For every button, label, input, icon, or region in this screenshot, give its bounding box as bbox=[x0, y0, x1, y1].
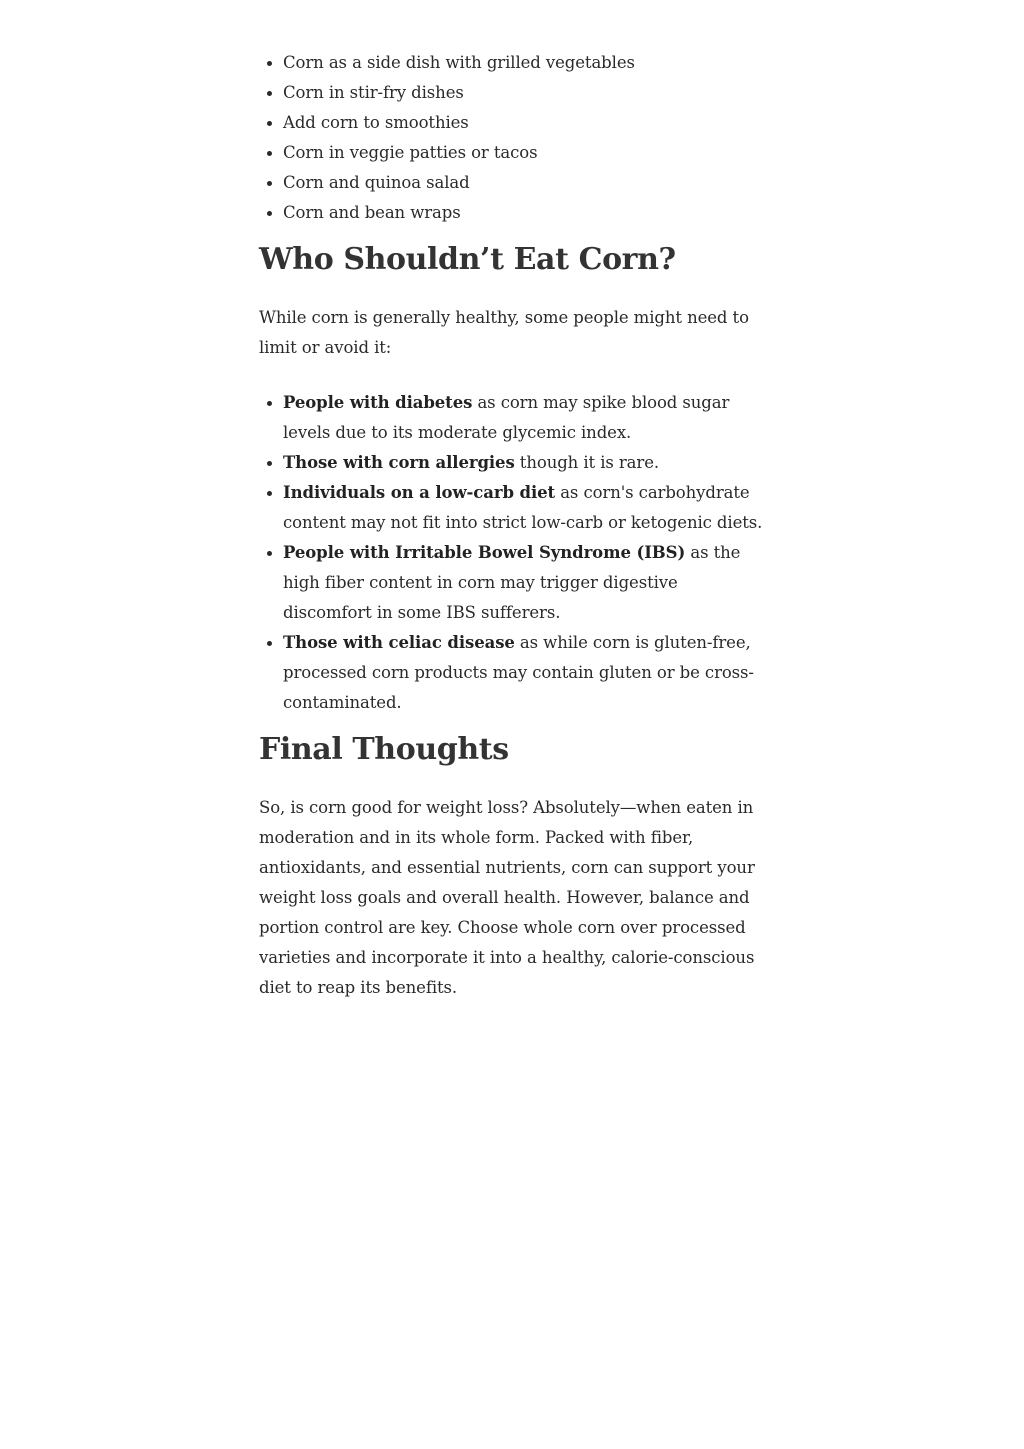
list-item-bold-label: People with Irritable Bowel Syndrome (IBS) bbox=[283, 543, 686, 562]
list-item-text: as while corn is gluten-free, processed corn products may contain gluten or be cross-contaminated. bbox=[283, 633, 754, 712]
list-item-bold-label: Those with corn allergies bbox=[283, 453, 515, 472]
list-item-text: though it is rare. bbox=[514, 453, 660, 472]
list-item bbox=[283, 538, 769, 628]
article-body bbox=[259, 48, 769, 1003]
final-thoughts-paragraph: So, is corn good for weight loss? Absolutely—when eaten in moderation and in its whole form. Packed with fiber, antioxidants, and essential nutrients, corn can support your weight loss goals and overall health. However, balance and portion control are key. Choose whole corn over processed varieties and incorporate it into a healthy, calorie-conscious diet to reap its benefits. bbox=[259, 798, 755, 997]
list-item-text: as corn's carbohydrate content may not fit into strict low-carb or ketogenic diets. bbox=[283, 483, 763, 532]
list-item-text: as the high fiber content in corn may trigger digestive discomfort in some IBS sufferers. bbox=[283, 543, 741, 622]
list-item-bold-label: People with diabetes bbox=[283, 393, 473, 412]
list-item bbox=[283, 478, 769, 538]
list-item: Corn and quinoa salad bbox=[283, 168, 769, 198]
list-item-text: as corn may spike blood sugar levels due to its moderate glycemic index. bbox=[283, 393, 730, 442]
list-item: Corn as a side dish with grilled vegetables bbox=[283, 48, 769, 78]
list-item: Corn and bean wraps bbox=[283, 198, 769, 228]
list-item: Corn in stir-fry dishes bbox=[283, 78, 769, 108]
list-item-bold-label: Individuals on a low-carb diet bbox=[283, 483, 556, 502]
section-heading-final-thoughts: Final Thoughts bbox=[259, 732, 509, 767]
corn-ideas-list bbox=[259, 48, 769, 228]
list-item bbox=[283, 388, 769, 448]
list-item bbox=[283, 448, 769, 478]
section-heading-who-shouldnt-eat-corn: Who Shouldn’t Eat Corn? bbox=[259, 242, 676, 277]
who-intro-paragraph: While corn is generally healthy, some people might need to limit or avoid it: bbox=[259, 308, 749, 357]
list-item-bold-label: Those with celiac disease bbox=[283, 633, 515, 652]
list-item bbox=[283, 628, 769, 718]
list-item: Corn in veggie patties or tacos bbox=[283, 138, 769, 168]
who-shouldnt-eat-list bbox=[259, 388, 769, 718]
list-item: Add corn to smoothies bbox=[283, 108, 769, 138]
